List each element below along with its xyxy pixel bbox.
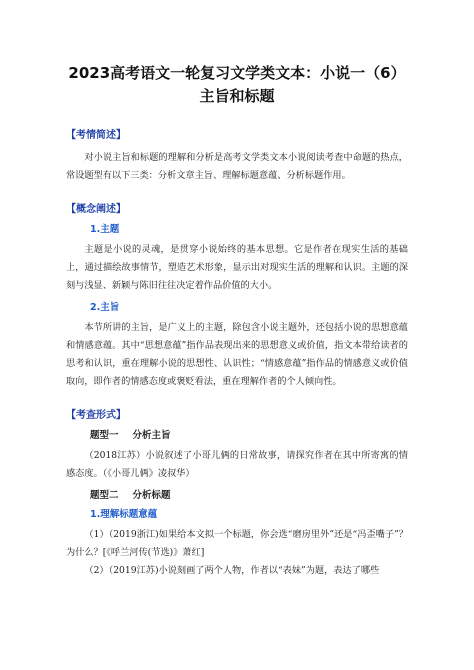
- question-type-two-name: 分析标题: [132, 490, 171, 501]
- question-type-two-heading: [66, 489, 408, 503]
- question-two-paragraph: （2）（2019江苏)小说刻画了两个人物，作者以“表妹”为题，表达了哪些: [84, 565, 380, 576]
- title-meaning-heading: 1.理解标题意蕴: [90, 509, 158, 520]
- question-type-one-name: 分析主旨: [132, 430, 171, 441]
- document-title: 2023高考语文一轮复习文学类文本：小说一（6）主旨和标题: [68, 64, 406, 105]
- section-heading-concepts: 【概念阐述】: [66, 204, 126, 215]
- section-heading-exam-overview: 【考情简述】: [66, 130, 126, 141]
- question-type-two-label: 题型二: [90, 490, 119, 501]
- question-type-one-label: 题型一: [90, 430, 119, 441]
- concept-purport-heading: 2.主旨: [90, 302, 120, 313]
- concept-theme-paragraph: 主题是小说的灵魂，是贯穿小说始终的基本思想。它是作者在现实生活的基础上，通过描绘故事情节，塑造艺术形象，显示出对现实生活的理解和认识。主题的深刻与浅显、新颖与陈旧往往决定着作品价值的大小。: [66, 244, 408, 291]
- question-type-one-paragraph: （2018江苏）小说叙述了小哥儿俩的日常故事，请探究作者在其中所寄寓的情感态度。（《小哥儿俩》凌叔华）: [66, 450, 408, 479]
- question-type-one-heading: [66, 429, 408, 443]
- question-one-paragraph: （1）（2019浙江)如果给本文拟一个标题，你会选“磨房里外”还是“冯歪嘴子”？为什么？[《呼兰河传(节选)》萧红]: [66, 529, 408, 558]
- concept-purport-paragraph: 本节所讲的主旨，是广义上的主题，除包含小说主题外，还包括小说的思想意蕴和情感意蕴。其中“思想意蕴”指作品表现出来的思想意义或价值，指文本带给读者的思考和认识，重在理解小说的思想性、认识性；“情感意蕴”指作品的情感意义或价值取向，即作者的情感态度或褒贬看法，重在理解作者的个人倾向性。: [66, 322, 408, 387]
- concept-theme-heading: 1.主题: [90, 224, 120, 235]
- exam-overview-paragraph: 对小说主旨和标题的理解和分析是高考文学类文本小说阅读考查中命题的热点，常设题型有以下三类：分析文章主旨、理解标题意蕴、分析标题作用。: [66, 152, 408, 181]
- section-heading-exam-forms: 【考查形式】: [66, 410, 126, 421]
